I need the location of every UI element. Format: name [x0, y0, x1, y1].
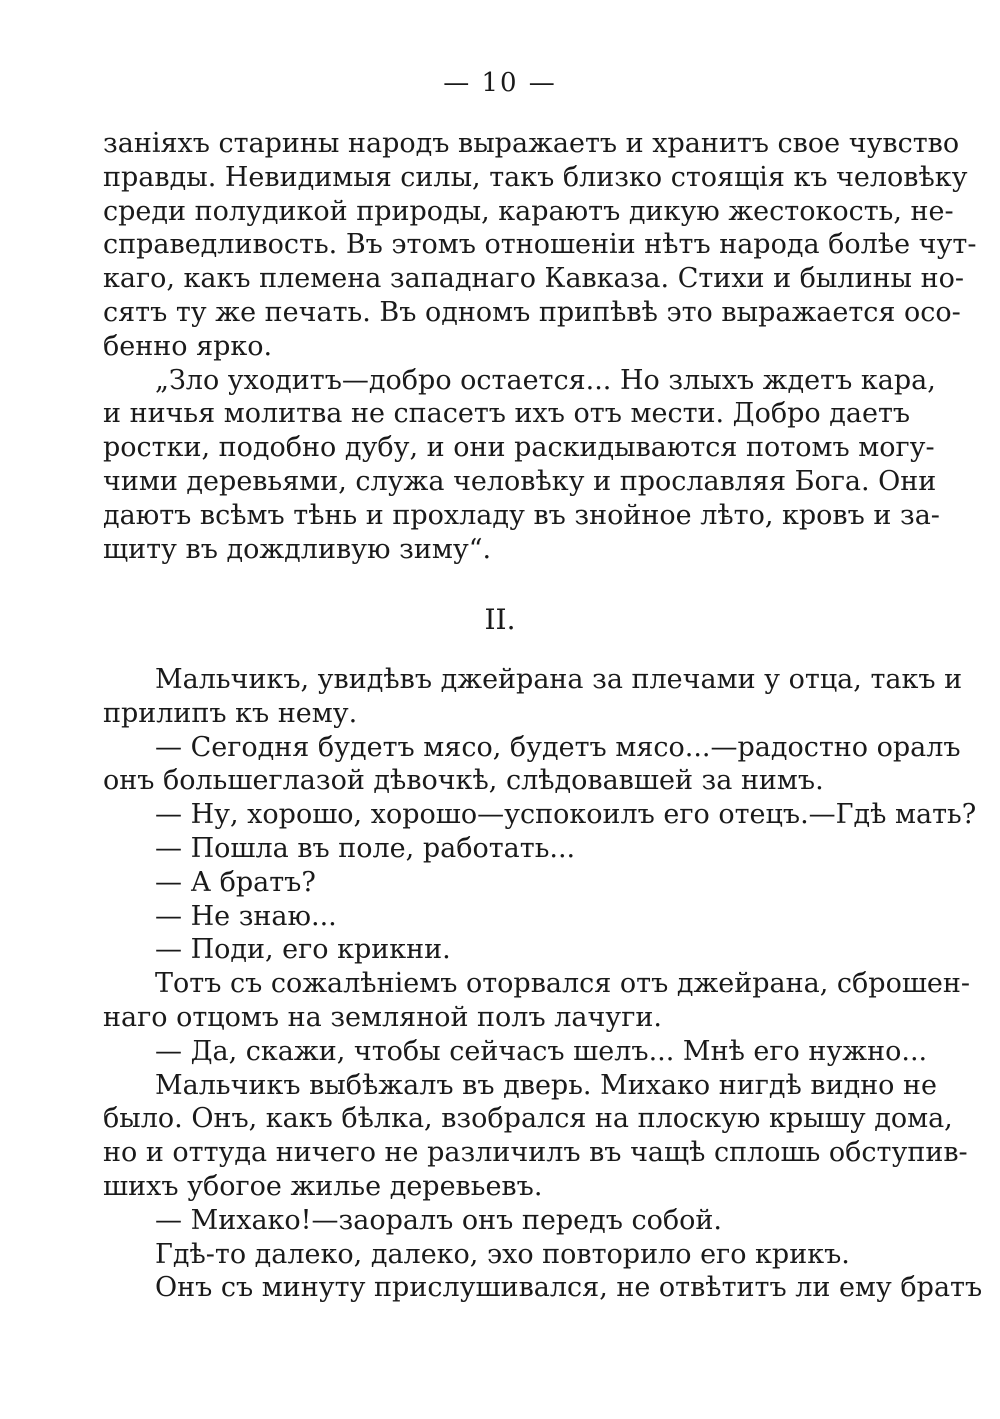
- text-line: онъ большеглазой дѣвочкѣ, слѣдовавшей за нимъ.: [103, 765, 824, 797]
- text-line: Онъ съ минуту прислушивался, не отвѣтитъ ли ему братъ: [155, 1272, 983, 1304]
- text-line: — Поди, его крикни.: [155, 934, 451, 966]
- text-line: чими деревьями, служа человѣку и прославляя Бога. Они: [103, 465, 937, 497]
- text-line: было. Онъ, какъ бѣлка, взобрался на плоскую крышу дома,: [103, 1103, 953, 1135]
- text-line: правды. Невидимыя силы, такъ близко стоящія къ человѣку: [103, 161, 968, 193]
- text-line: бенно ярко.: [103, 330, 273, 362]
- text-block-section-2: [103, 663, 983, 1305]
- text-line: каго, какъ племена западнаго Кавказа. Стихи и былины но-: [103, 263, 965, 295]
- text-line: „Зло уходитъ—добро остается... Но злыхъ ждетъ кара,: [155, 364, 936, 396]
- text-line: но и оттуда ничего не различилъ въ чащѣ сплошь обступив-: [103, 1137, 968, 1169]
- text-line: Мальчикъ выбѣжалъ въ дверь. Михако нигдѣ видно не: [155, 1069, 937, 1101]
- text-block-continued: [103, 127, 977, 566]
- text-line: щиту въ дождливую зиму“.: [103, 533, 492, 565]
- text-line: и ничья молитва не спасетъ ихъ отъ мести. Добро даетъ: [103, 398, 911, 430]
- section-heading: II.: [484, 603, 516, 636]
- text-line: сятъ ту же печать. Въ одномъ припѣвѣ это выражается осо-: [103, 296, 961, 328]
- text-line: — Да, скажи, чтобы сейчасъ шелъ... Мнѣ его нужно...: [155, 1035, 928, 1067]
- text-line: Мальчикъ, увидѣвъ джейрана за плечами у отца, такъ и: [155, 664, 963, 695]
- text-line: Гдѣ-то далеко, далеко, эхо повторило его крикъ.: [155, 1238, 850, 1270]
- text-line: — Сегодня будетъ мясо, будетъ мясо...—радостно оралъ: [155, 731, 961, 763]
- text-line: — Михако!—заоралъ онъ передъ собой.: [155, 1204, 722, 1236]
- text-line: — А братъ?: [155, 866, 316, 898]
- text-line: прилипъ къ нему.: [103, 697, 358, 729]
- text-line: даютъ всѣмъ тѣнь и прохладу въ знойное лѣто, кровъ и за-: [103, 499, 940, 531]
- page-number: — 10 —: [443, 68, 557, 98]
- text-line: наго отцомъ на земляной полъ лачуги.: [103, 1001, 662, 1033]
- text-line: — Не знаю...: [155, 900, 337, 932]
- text-line: — Ну, хорошо, хорошо—успокоилъ его отецъ.—Гдѣ мать?: [155, 799, 977, 831]
- text-line: Тотъ съ сожалѣніемъ оторвался отъ джейрана, сброшен-: [155, 968, 971, 1000]
- text-line: заніяхъ старины народъ выражаетъ и хранитъ свое чувство: [103, 128, 960, 159]
- text-line: среди полудикой природы, караютъ дикую жестокость, не-: [103, 195, 954, 227]
- text-line: шихъ убогое жилье деревьевъ.: [103, 1170, 543, 1202]
- text-line: — Пошла въ поле, работать...: [155, 832, 576, 864]
- text-line: справедливость. Въ этомъ отношеніи нѣтъ народа болѣе чут-: [103, 229, 977, 261]
- text-line: ростки, подобно дубу, и они раскидываются потомъ могу-: [103, 432, 935, 464]
